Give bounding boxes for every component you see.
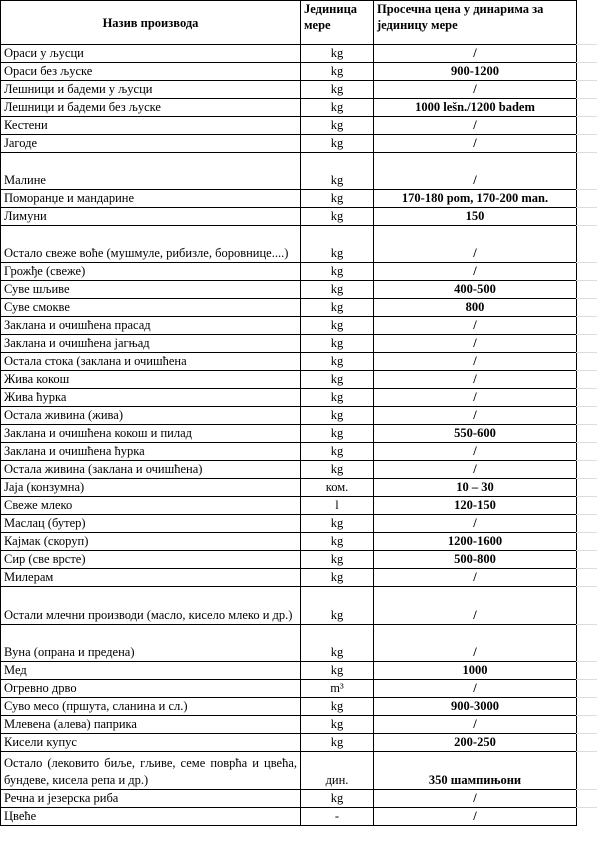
price-cell: /	[374, 226, 577, 263]
gridline	[576, 496, 597, 497]
unit-cell: kg	[301, 208, 374, 226]
product-name-cell: Остала живина (заклана и очишћена)	[1, 461, 301, 479]
gridline	[576, 207, 597, 208]
unit-cell: kg	[301, 461, 374, 479]
product-name-cell: Милерам	[1, 569, 301, 587]
price-cell: /	[374, 135, 577, 153]
product-name-cell: Ораси у љусци	[1, 45, 301, 63]
gridline	[576, 316, 597, 317]
product-name-cell: Малине	[1, 153, 301, 190]
header-unit: Јединица мере	[301, 1, 374, 45]
price-cell: 200-250	[374, 734, 577, 752]
product-name-cell: Јагоде	[1, 135, 301, 153]
gridline	[576, 697, 597, 698]
price-cell: 900-3000	[374, 698, 577, 716]
product-name-cell: Мед	[1, 662, 301, 680]
unit-cell: kg	[301, 533, 374, 551]
unit-cell: ком.	[301, 479, 374, 497]
table-row	[1, 425, 577, 443]
price-cell: 400-500	[374, 281, 577, 299]
product-name-cell: Огревно дрво	[1, 680, 301, 698]
unit-cell: kg	[301, 190, 374, 208]
product-name-cell: Вуна (опрана и предена)	[1, 625, 301, 662]
product-name-cell: Јаја (конзумна)	[1, 479, 301, 497]
header-price: Просечна цена у динарима за јединицу мере	[374, 1, 577, 45]
unit-cell: kg	[301, 371, 374, 389]
table-row	[1, 389, 577, 407]
gridline	[576, 789, 597, 790]
product-name-cell: Остало (лековито биље, гљиве, семе поврћа и цвећа, бундеве, кисела репа и др.)	[1, 752, 301, 790]
table-row	[1, 99, 577, 117]
product-name-cell: Суве смокве	[1, 299, 301, 317]
unit-cell: kg	[301, 353, 374, 371]
gridline	[576, 334, 597, 335]
price-cell: 350 шампињони	[374, 752, 577, 790]
unit-cell: kg	[301, 716, 374, 734]
gridline	[576, 424, 597, 425]
unit-cell: kg	[301, 263, 374, 281]
table-row	[1, 734, 577, 752]
price-cell: /	[374, 45, 577, 63]
unit-cell: kg	[301, 389, 374, 407]
product-name-cell: Лимуни	[1, 208, 301, 226]
gridline	[576, 62, 597, 63]
unit-cell: kg	[301, 99, 374, 117]
gridline	[576, 460, 597, 461]
table-row	[1, 208, 577, 226]
product-name-cell: Млевена (алева) паприка	[1, 716, 301, 734]
product-name-cell: Остала живина (жива)	[1, 407, 301, 425]
price-cell: /	[374, 353, 577, 371]
gridline	[576, 751, 597, 752]
unit-cell: m³	[301, 680, 374, 698]
price-cell: /	[374, 407, 577, 425]
product-name-cell: Сир (све врсте)	[1, 551, 301, 569]
table-row	[1, 335, 577, 353]
product-name-cell: Свеже млеко	[1, 497, 301, 515]
table-row	[1, 317, 577, 335]
price-cell: /	[374, 153, 577, 190]
price-cell: 1200-1600	[374, 533, 577, 551]
price-cell: 1000	[374, 662, 577, 680]
product-name-cell: Лешници и бадеми без љуске	[1, 99, 301, 117]
table-row	[1, 587, 577, 625]
product-name-cell: Грожђе (свеже)	[1, 263, 301, 281]
product-name-cell: Ораси без љуске	[1, 63, 301, 81]
price-cell: /	[374, 263, 577, 281]
gridline	[576, 568, 597, 569]
table-row	[1, 790, 577, 808]
table-row	[1, 808, 577, 826]
product-name-cell: Заклана и очишћена прасад	[1, 317, 301, 335]
table-row	[1, 153, 577, 190]
table-row	[1, 226, 577, 263]
price-cell: /	[374, 371, 577, 389]
table-row	[1, 299, 577, 317]
table-row	[1, 515, 577, 533]
price-cell: /	[374, 81, 577, 99]
price-cell: 500-800	[374, 551, 577, 569]
table-row	[1, 662, 577, 680]
product-name-cell: Кајмак (скоруп)	[1, 533, 301, 551]
price-cell: /	[374, 117, 577, 135]
table-row	[1, 353, 577, 371]
table-row	[1, 63, 577, 81]
product-name-cell: Лешници и бадеми у љусци	[1, 81, 301, 99]
gridline	[576, 550, 597, 551]
price-cell: /	[374, 625, 577, 662]
price-cell: 900-1200	[374, 63, 577, 81]
price-cell: /	[374, 808, 577, 826]
product-name-cell: Жива кокош	[1, 371, 301, 389]
table-row	[1, 479, 577, 497]
gridline	[576, 280, 597, 281]
unit-cell: kg	[301, 569, 374, 587]
gridline	[576, 262, 597, 263]
table-row	[1, 117, 577, 135]
table-row	[1, 135, 577, 153]
unit-cell: kg	[301, 135, 374, 153]
product-name-cell: Суво месо (пршута, сланина и сл.)	[1, 698, 301, 716]
table-row	[1, 281, 577, 299]
unit-cell: kg	[301, 625, 374, 662]
product-name-cell: Речна и језерска риба	[1, 790, 301, 808]
price-cell: /	[374, 335, 577, 353]
gridline	[576, 98, 597, 99]
header-name: Назив производа	[1, 1, 301, 45]
unit-cell: kg	[301, 63, 374, 81]
gridline	[576, 661, 597, 662]
price-cell: 120-150	[374, 497, 577, 515]
gridline	[576, 370, 597, 371]
unit-cell: kg	[301, 335, 374, 353]
table-row	[1, 680, 577, 698]
gridline	[576, 715, 597, 716]
unit-cell: kg	[301, 515, 374, 533]
unit-cell: kg	[301, 698, 374, 716]
gridline	[576, 152, 597, 153]
table-row	[1, 45, 577, 63]
unit-cell: kg	[301, 117, 374, 135]
table-row	[1, 263, 577, 281]
table-row	[1, 533, 577, 551]
table-row	[1, 569, 577, 587]
table-row	[1, 81, 577, 99]
unit-cell: kg	[301, 226, 374, 263]
product-name-cell: Заклана и очишћена ћурка	[1, 443, 301, 461]
price-cell: 150	[374, 208, 577, 226]
gridline	[576, 189, 597, 190]
unit-cell: дин.	[301, 752, 374, 790]
table-row	[1, 443, 577, 461]
price-cell: /	[374, 389, 577, 407]
product-name-cell: Остала стока (заклана и очишћена	[1, 353, 301, 371]
price-cell: 170-180 pom, 170-200 man.	[374, 190, 577, 208]
product-name-cell: Суве шљиве	[1, 281, 301, 299]
product-name-cell: Заклана и очишћена кокош и пилад	[1, 425, 301, 443]
unit-cell: l	[301, 497, 374, 515]
table-row	[1, 371, 577, 389]
unit-cell: kg	[301, 587, 374, 625]
unit-cell: kg	[301, 45, 374, 63]
table-row	[1, 716, 577, 734]
unit-cell: kg	[301, 662, 374, 680]
gridline	[576, 352, 597, 353]
unit-cell: kg	[301, 443, 374, 461]
gridline	[576, 116, 597, 117]
header-row	[1, 1, 577, 45]
gridline	[576, 586, 597, 587]
table-row	[1, 625, 577, 662]
unit-cell: kg	[301, 81, 374, 99]
price-cell: /	[374, 716, 577, 734]
product-name-cell: Цвеће	[1, 808, 301, 826]
gridline	[576, 298, 597, 299]
product-name-cell: Остало свеже воће (мушмуле, рибизле, боровнице....)	[1, 226, 301, 263]
price-cell: /	[374, 317, 577, 335]
unit-cell: kg	[301, 551, 374, 569]
unit-cell: kg	[301, 790, 374, 808]
price-cell: /	[374, 790, 577, 808]
gridline	[576, 388, 597, 389]
unit-cell: kg	[301, 407, 374, 425]
unit-cell: kg	[301, 317, 374, 335]
product-name-cell: Кисели купус	[1, 734, 301, 752]
table-row	[1, 407, 577, 425]
gridline	[576, 225, 597, 226]
product-name-cell: Жива ћурка	[1, 389, 301, 407]
unit-cell: kg	[301, 281, 374, 299]
price-cell: /	[374, 515, 577, 533]
table-row	[1, 698, 577, 716]
price-cell: 550-600	[374, 425, 577, 443]
product-name-cell: Поморанџе и мандарине	[1, 190, 301, 208]
price-cell: 800	[374, 299, 577, 317]
table-row	[1, 551, 577, 569]
table-row	[1, 190, 577, 208]
gridline	[576, 478, 597, 479]
unit-cell: kg	[301, 299, 374, 317]
price-cell: 1000 lešn./1200 badem	[374, 99, 577, 117]
product-name-cell: Заклана и очишћена јагњад	[1, 335, 301, 353]
product-name-cell: Маслац (бутер)	[1, 515, 301, 533]
price-cell: /	[374, 680, 577, 698]
unit-cell: kg	[301, 734, 374, 752]
gridline	[576, 532, 597, 533]
unit-cell: kg	[301, 153, 374, 190]
price-cell: /	[374, 443, 577, 461]
price-cell: /	[374, 569, 577, 587]
price-cell: 10 – 30	[374, 479, 577, 497]
price-cell: /	[374, 461, 577, 479]
gridline	[576, 80, 597, 81]
table-row	[1, 461, 577, 479]
unit-cell: kg	[301, 425, 374, 443]
table-body	[1, 45, 577, 826]
gridline	[576, 514, 597, 515]
spreadsheet-gridlines	[576, 0, 597, 868]
gridline	[576, 134, 597, 135]
price-cell: /	[374, 587, 577, 625]
table-row	[1, 752, 577, 790]
gridline	[576, 44, 597, 45]
gridline	[576, 733, 597, 734]
product-name-cell: Остали млечни производи (масло, кисело млеко и др.)	[1, 587, 301, 625]
gridline	[576, 406, 597, 407]
gridline	[576, 679, 597, 680]
unit-cell: -	[301, 808, 374, 826]
gridline	[576, 807, 597, 808]
gridline	[576, 442, 597, 443]
product-name-cell: Кестени	[1, 117, 301, 135]
gridline	[576, 624, 597, 625]
table-row	[1, 497, 577, 515]
